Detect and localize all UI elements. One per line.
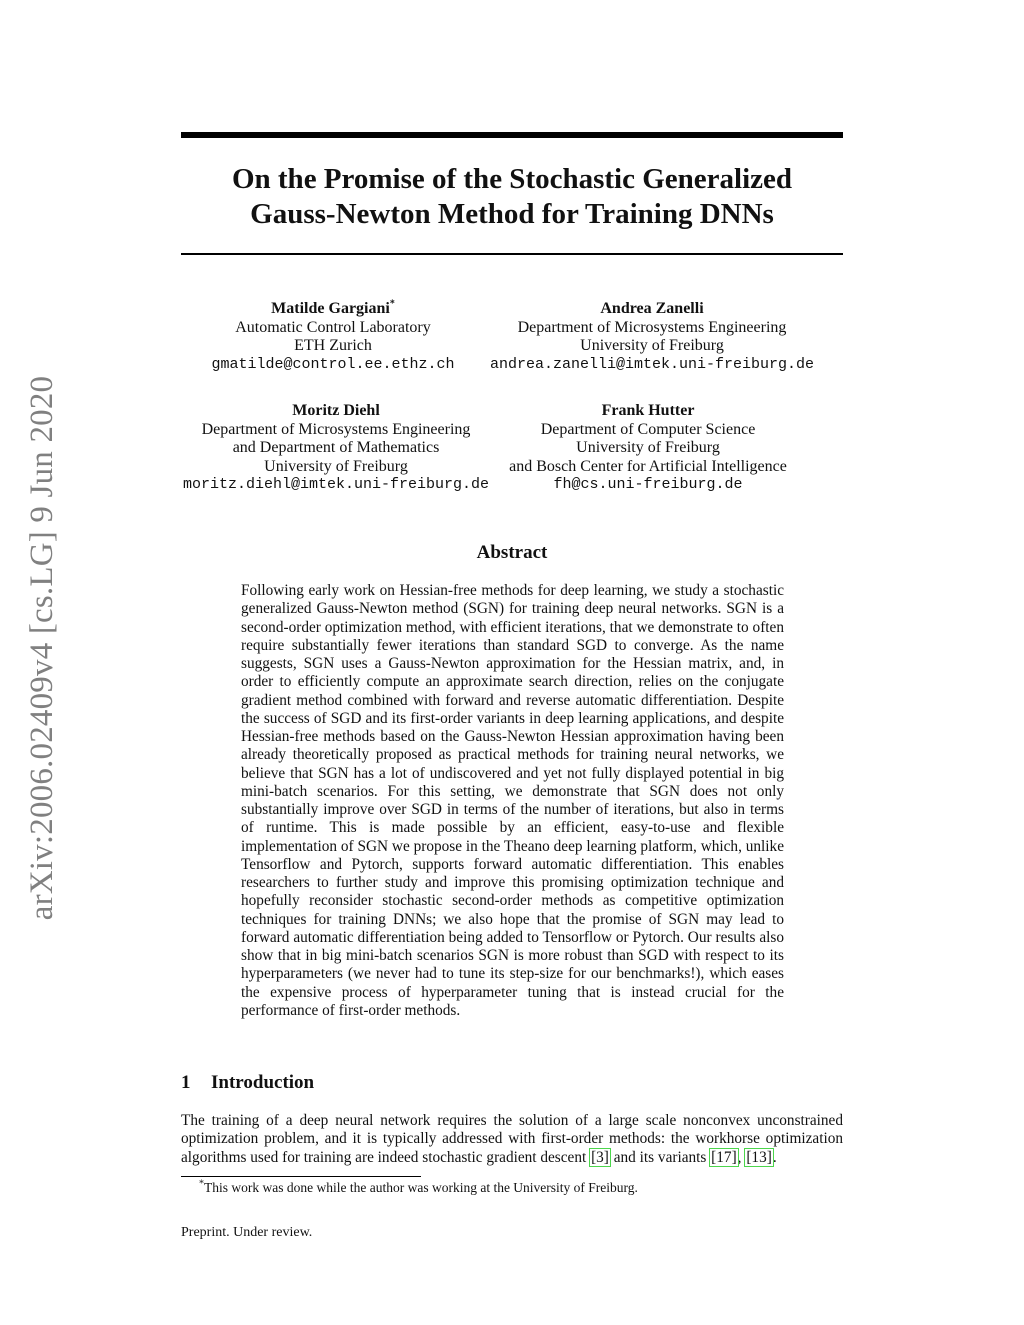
- author-affiliation: Automatic Control Laboratory: [235, 318, 431, 336]
- author-name: Frank Hutter: [601, 402, 695, 419]
- section-title: Introduction: [211, 1072, 315, 1093]
- introduction-paragraph: The training of a deep neural network requires the solution of a large scale nonconvex unconstrained optimization problem, and it is typically addressed with first-order methods: the workhorse optimization algorithms used for training are indeed stochastic gradient descent [3] and its variants [17], [13].: [181, 1112, 843, 1166]
- author-name: Matilde Gargiani*: [271, 298, 395, 317]
- author-email[interactable]: moritz.diehl@imtek.uni-freiburg.de: [182, 476, 490, 493]
- arxiv-identifier-stamp: arXiv:2006.02409v4 [cs.LG] 9 Jun 2020: [24, 375, 60, 921]
- author-block: [478, 402, 818, 495]
- footnote-text: This work was done while the author was working at the University of Freiburg.: [204, 1180, 638, 1195]
- author-affiliation: University of Freiburg: [580, 337, 724, 354]
- author-affiliation: and Department of Mathematics: [232, 439, 440, 456]
- paper-title: [181, 162, 843, 232]
- page-footer: Preprint. Under review.: [181, 1225, 313, 1240]
- author-name: Moritz Diehl: [292, 402, 380, 419]
- footnote-rule: [181, 1176, 421, 1177]
- author-affiliation: Department of Microsystems Engineering: [517, 318, 787, 336]
- citation-link[interactable]: [13]: [746, 1148, 772, 1166]
- author-affiliation: University of Freiburg: [264, 457, 408, 475]
- citation-link[interactable]: [17]: [711, 1148, 737, 1166]
- abstract-heading: Abstract: [476, 542, 548, 563]
- author-affiliation: Department of Microsystems Engineering: [201, 420, 471, 438]
- author-affiliation: University of Freiburg: [576, 439, 720, 456]
- abstract-text: Following early work on Hessian-free methods for deep learning, we study a stochastic generalized Gauss-Newton method (SGN) for training deep neural networks. SGN is a second-order optimization method, with efficient iterations, that we demonstrate to often require substantially fewer iterations than standard SGD to converge. As the name suggests, SGN uses a Gauss-Newton approximation for the Hessian matrix, and, in order to efficiently compute an approximate search direction, relies on the conjugate gradient method combined with forward and reverse automatic differentiation. Despite the success of SGD and its first-order variants in deep learning applications, and despite Hessian-free methods based on the Gauss-Newton Hessian approximation having been already theoretically proposed as practical methods for training neural networks, we believe that SGN has a lot of undiscovered and yet not fully displayed potential in big mini-batch scenarios. For this setting, we demonstrate that SGN does not only substantially improve over SGD in terms of the number of iterations, but also in terms of runtime. This is made possible by an efficient, easy-to-use and flexible implementation of SGN we propose in the Theano deep learning platform, which, unlike Tensorflow and Pytorch, supports forward automatic differentiation. This enables researchers to further study and improve this promising optimization technique and hopefully reconsider stochastic second-order methods as competitive optimization techniques for training DNNs; we also hope that the promise of SGN may lead to forward automatic differentiation being added to Tensorflow or Pytorch. Our results also show that in big mini-batch scenarios SGN is more robust than SGD with respect to its hyperparameters (we never had to tune its step-size for our benchmarks!), which eases the expensive process of hyperparameter tuning that is instead crucial for the performance of first-order methods.: [241, 582, 784, 1019]
- author-email[interactable]: andrea.zanelli@imtek.uni-freiburg.de: [489, 355, 815, 373]
- title-line-2: Gauss-Newton Method for Training DNNs: [250, 198, 774, 230]
- footnote: [199, 1180, 638, 1196]
- author-name: Andrea Zanelli: [600, 300, 704, 317]
- author-affiliation: and Bosch Center for Artificial Intelligence: [509, 457, 787, 475]
- author-block: [482, 300, 822, 374]
- title-bottom-rule: [181, 253, 843, 255]
- author-affiliation: Department of Computer Science: [540, 420, 756, 438]
- section-heading: [181, 1071, 314, 1095]
- footnote-marker: *: [199, 1178, 204, 1190]
- author-block: [166, 402, 506, 495]
- section-number: 1: [181, 1072, 191, 1093]
- author-email[interactable]: gmatilde@control.ee.ethz.ch: [211, 355, 455, 373]
- author-affiliation: ETH Zurich: [294, 337, 372, 354]
- author-block: [163, 300, 503, 374]
- title-line-1: On the Promise of the Stochastic Generalized: [231, 163, 793, 195]
- title-top-rule: [181, 132, 843, 138]
- author-email[interactable]: fh@cs.uni-freiburg.de: [553, 476, 743, 493]
- footnote-marker: *: [389, 298, 395, 310]
- citation-link[interactable]: [3]: [591, 1148, 609, 1166]
